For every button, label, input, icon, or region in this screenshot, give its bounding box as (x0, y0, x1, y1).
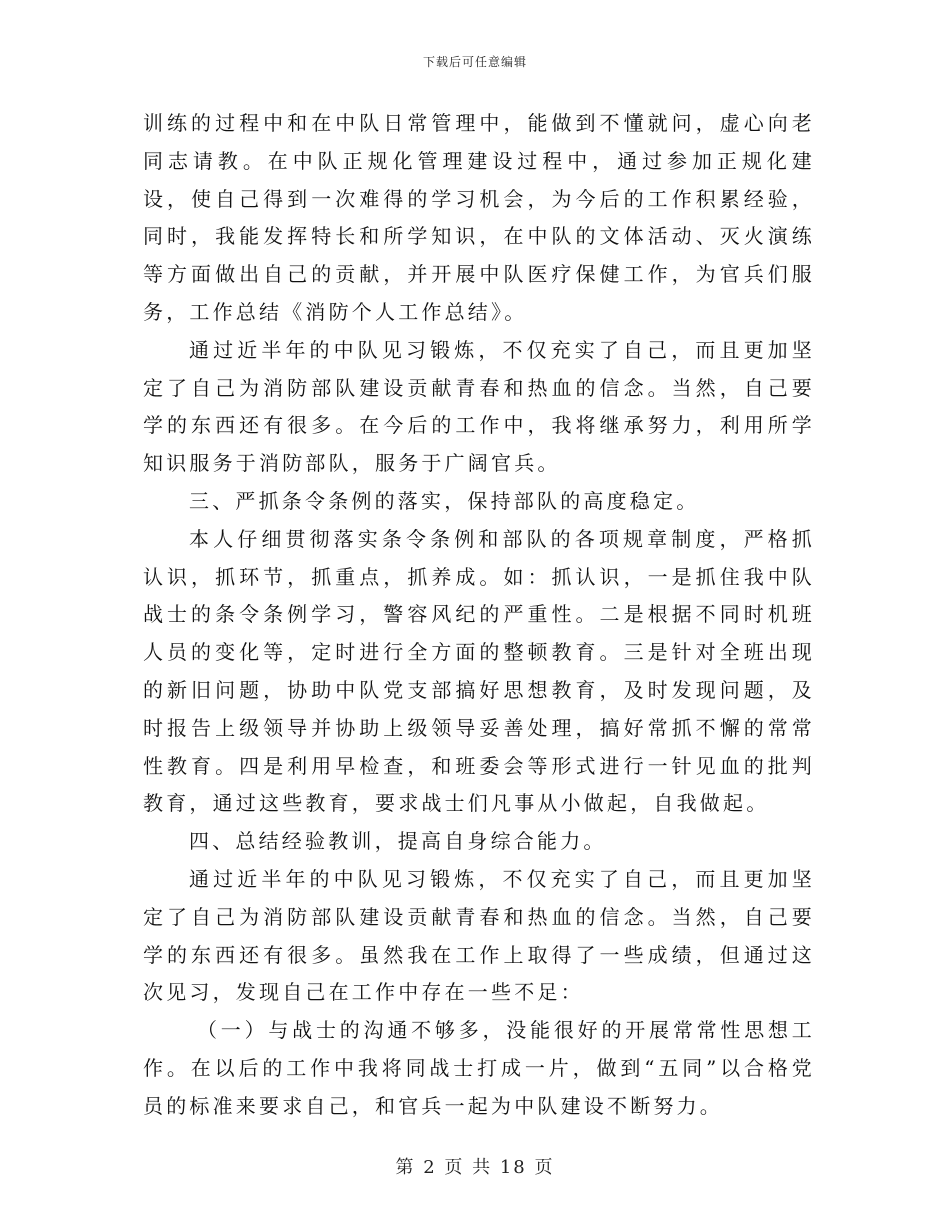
page-number: 第 2 页 共 18 页 (395, 1157, 555, 1178)
paragraph-summary: 通过近半年的中队见习锻炼，不仅充实了自己，而且更加坚定了自己为消防部队建设贡献青春和热血的信念。当然，自己要学的东西还有很多。虽然我在工作上取得了一些成绩，但通过这次见习，发现自己在工作中存在一些不足： (143, 866, 815, 1005)
paragraph-regulations: 本人仔细贯彻落实条令条例和部队的各项规章制度，严格抓认识，抓环节，抓重点，抓养成。如：抓认识，一是抓住我中队战士的条令条例学习，警容风纪的严重性。二是根据不同时机班人员的变化等，定时进行全方面的整顿教育。三是针对全班出现的新旧问题，协助中队党支部搞好思想教育，及时发现问题，及时报告上级领导并协助上级领导妥善处理，搞好常抓不懈的常常性教育。四是利用早检查，和班委会等形式进行一针见血的批判教育，通过这些教育，要求战士们凡事从小做起，自我做起。 (143, 526, 815, 816)
section-heading-three: 三、严抓条令条例的落实，保持部队的高度稳定。 (189, 488, 700, 513)
paragraph-reflection: 通过近半年的中队见习锻炼，不仅充实了自己，而且更加坚定了自己为消防部队建设贡献青春和热血的信念。当然，自己要学的东西还有很多。在今后的工作中，我将继承努力，利用所学知识服务于消防部队，服务于广阔官兵。 (143, 337, 815, 476)
document-body (143, 105, 815, 1126)
header-note: 下载后可任意编辑 (422, 55, 527, 69)
paragraph-shortcoming-one: （一）与战士的沟通不够多，没能很好的开展常常性思想工作。在以后的工作中我将同战士打成一片，做到“五同”以合格党员的标准来要求自己，和官兵一起为中队建设不断努力。 (143, 1018, 815, 1118)
section-heading-four: 四、总结经验教训，提高自身综合能力。 (189, 829, 607, 854)
paragraph-continuation: 训练的过程中和在中队日常管理中，能做到不懂就问，虚心向老同志请教。在中队正规化管理建设过程中，通过参加正规化建设，使自己得到一次难得的学习机会，为今后的工作积累经验，同时，我能发挥特长和所学知识，在中队的文体活动、灭火演练等方面做出自己的贡献，并开展中队医疗保健工作，为官兵们服务，工作总结《消防个人工作总结》。 (143, 111, 815, 324)
